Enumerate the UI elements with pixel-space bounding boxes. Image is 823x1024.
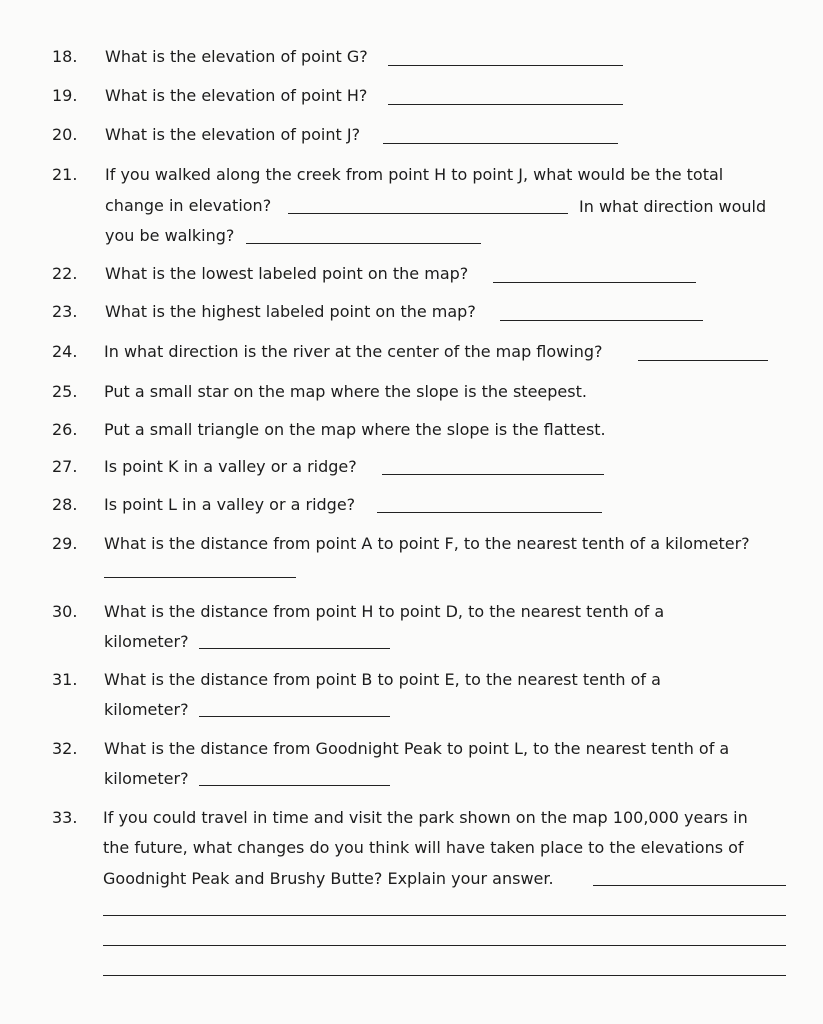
answer-blank[interactable] xyxy=(199,785,390,786)
question-number: 23. xyxy=(52,302,78,321)
answer-blank[interactable] xyxy=(500,320,703,321)
answer-blank[interactable] xyxy=(199,648,390,649)
question-number: 33. xyxy=(52,808,78,827)
answer-blank-direction[interactable] xyxy=(246,243,481,244)
question-number: 25. xyxy=(52,382,78,401)
answer-line[interactable] xyxy=(103,975,786,976)
question-text: What is the elevation of point J? xyxy=(105,125,361,144)
question-number: 26. xyxy=(52,420,78,439)
question-text: What is the lowest labeled point on the map? xyxy=(105,264,469,283)
question-text: What is the elevation of point G? xyxy=(105,47,368,66)
question-text-line-2: the future, what changes do you think will have taken place to the elevations of xyxy=(103,838,744,857)
question-number: 22. xyxy=(52,264,78,283)
answer-blank[interactable] xyxy=(382,474,604,475)
answer-blank[interactable] xyxy=(383,143,618,144)
question-text-line-1: What is the distance from point H to point D, to the nearest tenth of a xyxy=(104,602,665,621)
answer-blank[interactable] xyxy=(199,716,390,717)
question-text: Put a small triangle on the map where the slope is the flattest. xyxy=(104,420,606,439)
question-number: 27. xyxy=(52,457,78,476)
question-text: Is point K in a valley or a ridge? xyxy=(104,457,357,476)
question-number: 29. xyxy=(52,534,78,553)
question-text-line-1: What is the distance from Goodnight Peak to point L, to the nearest tenth of a xyxy=(104,739,730,758)
question-number: 21. xyxy=(52,165,78,184)
answer-blank[interactable] xyxy=(104,577,296,578)
answer-blank[interactable] xyxy=(388,65,623,66)
question-text: What is the distance from point A to point F, to the nearest tenth of a kilometer? xyxy=(104,534,750,553)
question-text-line-2a: change in elevation? xyxy=(105,196,272,215)
answer-blank[interactable] xyxy=(638,360,768,361)
question-number: 28. xyxy=(52,495,78,514)
question-number: 19. xyxy=(52,86,78,105)
answer-blank-elevation[interactable] xyxy=(288,213,568,214)
question-number: 32. xyxy=(52,739,78,758)
answer-line[interactable] xyxy=(103,945,786,946)
question-text-line-2: kilometer? xyxy=(104,700,189,719)
question-number: 24. xyxy=(52,342,78,361)
question-text-line-2: kilometer? xyxy=(104,632,189,651)
answer-blank[interactable] xyxy=(377,512,602,513)
answer-blank[interactable] xyxy=(493,282,696,283)
question-text-line-1: If you walked along the creek from point H to point J, what would be the total xyxy=(105,165,724,184)
question-number: 18. xyxy=(52,47,78,66)
question-text-line-3: you be walking? xyxy=(105,226,235,245)
question-text: In what direction is the river at the center of the map flowing? xyxy=(104,342,603,361)
question-text-line-2b: In what direction would xyxy=(579,197,767,216)
question-text: What is the elevation of point H? xyxy=(105,86,368,105)
question-text: Is point L in a valley or a ridge? xyxy=(104,495,356,514)
question-text-line-2: kilometer? xyxy=(104,769,189,788)
question-text: Put a small star on the map where the slope is the steepest. xyxy=(104,382,587,401)
answer-blank[interactable] xyxy=(593,885,786,886)
question-text-line-3: Goodnight Peak and Brushy Butte? Explain your answer. xyxy=(103,869,554,888)
question-number: 20. xyxy=(52,125,78,144)
question-text-line-1: If you could travel in time and visit the park shown on the map 100,000 years in xyxy=(103,808,748,827)
question-text-line-1: What is the distance from point B to point E, to the nearest tenth of a xyxy=(104,670,661,689)
answer-blank[interactable] xyxy=(388,104,623,105)
question-text: What is the highest labeled point on the map? xyxy=(105,302,476,321)
question-number: 31. xyxy=(52,670,78,689)
question-number: 30. xyxy=(52,602,78,621)
answer-line[interactable] xyxy=(103,915,786,916)
